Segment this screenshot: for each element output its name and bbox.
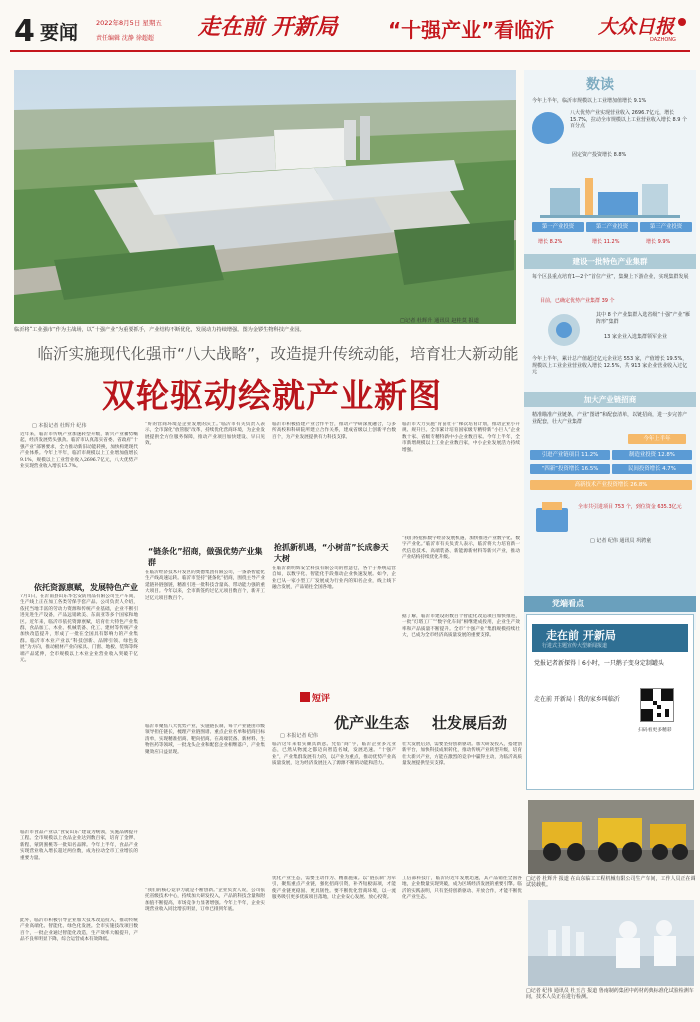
app-highlights-title: 党端看点 xyxy=(552,599,584,608)
sidebar-stat: 每个区县重点培育1—2个“首位产业”，集聚上下游企业，实现集群发展 xyxy=(532,274,689,280)
campaign-banner-sub: 行进式主题宣传大型新闻报道 xyxy=(542,643,608,649)
rate-pill-highlight: 高新技术产业投资增长 26.8% xyxy=(530,480,692,490)
sidebar-stat: 固定资产投资增长 8.8% xyxy=(572,152,627,158)
comment-paragraph: 工信部科技厅，临沂的近年发展迅速，其产品销往全国各地，企业数量实现突破，成为区域经济发展的重要引擎。临沂的实践表明，只有坚持创新驱动、开放合作，才能不断优化产业生态。 xyxy=(402,876,522,901)
factory-illustration xyxy=(540,168,680,218)
article-paragraph: 据了解，临沂市建设的数百个智能化改造项目加快推进，一批“灯塔工厂”“数字化车间”相继建成投用，企业生产效率和产品质量不断提升。全市“十强产业”集群规模持续壮大，已成为全市经济高质量发展的重要支撑。 xyxy=(402,614,520,639)
header-slogan-series: “十强产业”看临沂 xyxy=(388,18,555,42)
short-comment-tag: 短评 xyxy=(312,694,331,704)
rate-pill: 制造业投资 12.8% xyxy=(612,450,692,460)
article-paragraph: 临沂市积极搭建产业合作平台，推动产学研深度融合，与多所高校和科研院所建立合作关系，建成省级以上创新平台数百个，为产业发展提供有力科技支撑。 xyxy=(272,422,396,440)
article-paragraph: 临沂市聚焦八大优势产业，实施链长制，每个产业链由市级领导担任链长，梳理产业链图谱、重点企业名单和招商目标清单，实现精准招商、靶向招商。在高端装备、新材料、生物医药等领域，一批龙头企业和配套企业相继落户，产业集聚效应日益显现。 xyxy=(145,724,265,755)
article-subtitle: “链条化”招商，做强优势产业集群 xyxy=(148,547,263,567)
comment-byline: □ 本报记者 纪伟 xyxy=(280,733,318,739)
article-paragraph: 临沂市食品产业以“食安山东”建设为统领，实施品牌提升工程。全市规模以上食品企业达到数百家，培育了金锣、新程、蒙阴蜜桃等一批知名品牌。今年上半年，食品产业实现营业收入增长超过两位数，成为拉动全市工业增长的重要力量。 xyxy=(20,830,138,861)
article-byline: □ 本报记者 杜辉升 纪伟 xyxy=(32,423,87,429)
sidebar-band-label: 建设一批特色产业集群 xyxy=(572,257,648,266)
qr-code-icon[interactable] xyxy=(640,688,674,722)
article-subtitle: 依托资源禀赋，发展特色产业 xyxy=(34,583,138,592)
invest-value-first: 增长 8.2% xyxy=(538,239,563,245)
sidebar-credit: □ 记者 纪伟 通讯员 巩骋童 xyxy=(590,538,652,544)
sidebar-title: 数读 xyxy=(586,77,614,93)
article-paragraph: 此外，临沂市积极引导企业加大技术改造投入，推动传统产业高端化、智能化、绿色化发展。全市实施技改项目数百个，一批企业通过智能化改造，生产效率大幅提升，产品不良率明显下降，综合运营成本有效降低。 xyxy=(20,918,138,943)
project-illustration xyxy=(532,498,572,534)
sidebar-stat: 其中 8 个产业集群入选省级“十强”产业“雁阵形”集群 xyxy=(596,312,691,325)
invest-value-third: 增长 9.9% xyxy=(646,239,671,245)
period-pill: 今年上半年 xyxy=(628,434,686,444)
sidebar-stat: 八大优势产业实现营业收入 2696.7亿元，增长 15.7%，拉动全市规模以上工业营业收入增长 8.9 个百分点 xyxy=(570,110,688,130)
lab-photo-caption xyxy=(526,988,696,1001)
app-highlights-header xyxy=(524,596,696,612)
comment-paragraph: 临沂这年来着实颇具新意。凭借“商”字，临沂企业多元业态，已然从物流之都迈向智造名城，发展迅速。“十强产业”，产业集群发展有力的，以产业为重点，推动优势产业高质量发展，这为经济发展注入了源源不断的动能和活力。 xyxy=(272,742,396,767)
sidebar-band xyxy=(524,392,696,407)
machinery-photo-credit: □记者 杜辉升 报道 xyxy=(526,876,569,882)
sidebar-stat: 全市共引进项目 753 个，到位资金 635.3亿元 xyxy=(578,504,682,510)
section-name: 要闻 xyxy=(40,22,79,44)
article-subtitle: 抢抓新机遇，“小树苗”长成参天大树 xyxy=(274,543,389,563)
lab-photo xyxy=(528,900,694,986)
sidebar-stat: 目前，已确定优势产业集群 39 个 xyxy=(540,298,615,304)
rate-pill: 引进产业链项目 11.2% xyxy=(530,450,610,460)
invest-pill-first: 第一产业投资 xyxy=(532,222,584,232)
sidebar-stat: 今年上半年，临沂市规模以上工业增加值增长 9.1% xyxy=(532,98,647,104)
cluster-illustration xyxy=(540,310,588,350)
sidebar-stat: 精准瞄准产业链条，产业“图谱”和配套清单，以链招商，进一步完善产业配套，壮大产业集群 xyxy=(532,412,688,425)
article-paragraph: “我们将抢抓数字经济发展机遇，加快推进产业数字化、数字产业化。”临沂市有关负责人表示，临沂将大力培育新一代信息技术、高端装备、新能源新材料等新兴产业，推动产业结构持续优化升级。 xyxy=(402,536,520,561)
lab-photo-desc: 鲁南制药集团中药材药典标准化试验检测车间，技术人员正在进行检测。 xyxy=(526,988,694,1001)
rate-pill: “四新”投资增长 16.5% xyxy=(530,464,610,474)
header-slogan: 走在前 开新局 xyxy=(198,15,338,40)
photo-credit: □记者 杜辉升 通讯员 赵桂莫 报道 xyxy=(400,318,479,324)
invest-pill-second: 第二产业投资 xyxy=(586,222,638,232)
invest-value-second: 增长 11.2% xyxy=(592,239,620,245)
app-link-2[interactable]: 走在前 开新局｜我的家乡叫临沂 xyxy=(534,696,620,703)
article-paragraph: 7月1日，在沂南县山东华宏安防用品有限公司生产车间，生产线上正在加工各类劳保手套产品。公司负责人介绍，依托当地丰富的劳动力资源和传统产业基础，企业不断引进先进生产设备，产品远销欧美、东南亚等多个国家和地区。近年来，临沂市依托资源禀赋，培育壮大特色产业集群，食品加工、木业、机械装备、化工、建材等传统产业加快改造提升，形成了一批在全国具有影响力的产业集群。临沂市木业产业以“科技创新、品牌引领、绿色发展”为方向，推动板材产业向家具、门窗、地板、装饰等终端产品延伸，全市规模以上木业企业营业收入突破千亿元。 xyxy=(20,594,138,664)
machinery-photo-desc: 在山东临工工程机械有限公司生产车间，工作人员正在调试装载机。 xyxy=(526,876,696,889)
sidebar-band xyxy=(524,254,696,269)
sidebar-stat: 今年上半年，累计总产值超过亿元企业达 553 家，产值增长 19.5%，规模以上工业企业营业收入增长 12.5%，共 913 家企业营业收入过亿元 xyxy=(532,356,688,376)
page-number: 4 xyxy=(14,14,35,49)
header-rule xyxy=(10,50,690,52)
lab-photo-credit: □记者 纪伟 通讯员 杜玉吉 报道 xyxy=(526,988,598,994)
campaign-banner[interactable] xyxy=(532,624,688,652)
rate-pill: 民间投资增长 4.7% xyxy=(612,464,692,474)
comment-headline-2: 壮发展后劲 xyxy=(432,714,508,732)
article-paragraph: 临沂市大力实施“育苗壮干”梯次培育计划，推动企业小升规、规升巨。全市累计培育国家级专精特新“小巨人”企业数十家、省级专精特新中小企业数百家。今年上半年，全市新增规模以上工业企业数百家，中小企业发展活力持续增强。 xyxy=(402,422,520,453)
sidebar-stat: 13 家企业入选集群领军企业 xyxy=(604,334,667,340)
page-header xyxy=(0,0,700,66)
article-paragraph: 在临沂新明辉安全科技有限公司的智慧仓，各个子系统运营自如，以数字化、智能化手段推动企业快速发展。如今，企业已从一家小型工厂发展成为行业内的知名企业，线上线下融合发展，产品销往全国各地。 xyxy=(272,566,396,591)
machinery-photo-caption xyxy=(526,876,696,889)
aerial-photo xyxy=(14,70,516,324)
comment-paragraph: 壮大发展后劲，需要坚持创新驱动。加大研发投入，搭建创新平台，加快科技成果转化，推动传统产业转型升级，培育壮大新兴产业，方能在激烈的竞争中赢得主动，为临沂高质量发展提供坚实支撑。 xyxy=(402,742,522,767)
article-headline: 双轮驱动绘就产业新图 xyxy=(102,376,442,415)
app-link-1[interactable]: 党报记者新探得｜6小时，一只鹅子变身定制罐头 xyxy=(534,660,664,667)
qr-hint: 扫码看更多精彩 xyxy=(638,728,672,733)
invest-pill-third: 第三产业投资 xyxy=(640,222,692,232)
comment-marker-icon xyxy=(300,692,310,702)
newspaper-logo: 大众日报 xyxy=(598,16,675,38)
campaign-banner-title: 走在前 开新局 xyxy=(546,629,616,642)
article-paragraph: “我们的核心竞争力就是不断创新。”企业负责人说，公司依托省级技术中心，持续加大研发投入，产品的科技含量和附加值不断提高，市场竞争力显著增强。今年上半年，企业实现营业收入同比增长明显，订单已排到年底。 xyxy=(145,888,265,913)
newspaper-logo-en: DAZHONG xyxy=(650,37,676,43)
article-paragraph: “好的营商环境是企业发展的沃土。”临沂市有关负责人表示，全市深化“放管服”改革，持续优化营商环境，为企业发展提供全方位服务保障，推动产业项目加快建设、早日见效。 xyxy=(145,422,265,447)
comment-headline-1: 优产业生态 xyxy=(334,714,410,732)
logo-emblem-icon xyxy=(678,18,686,26)
machinery-photo xyxy=(528,800,694,874)
article-subheadline: 临沂实施现代化强市“八大战略”，改造提升传统动能，培育壮大新动能 xyxy=(37,345,519,363)
comment-paragraph: 优化产业生态，需要主动作为、精准施策。以“链长制”为牵引，聚焦重点产业链，强化招商引资，补齐短板弱项，才能使产业链更稳固、更具韧性。要不断优化营商环境，以一流服务吸引更多优质项目落地，让企业安心发展、放心投资。 xyxy=(272,876,396,901)
article-paragraph: 近年来，临沂市传统产业加速转型升级，新兴产业蓄势崛起，经济发展势头强劲。临沂市认真落实省委、省政府“十强产业”部署要求，全力推动新旧动能转换，加快构建现代产业体系。今年上半年，临沂市规模以上工业增加值增长9.1%，规模以上工业营业收入2696.7亿元，八大优势产业实现营业收入增长15.7%。 xyxy=(20,432,138,470)
chart-circle-icon xyxy=(532,112,564,144)
issue-date: 2022年8月5日 星期五 xyxy=(96,19,162,27)
article-paragraph: 在临沂经济技术开发区的奥德集团有限公司，一条条智能化生产线高速运转。临沂市坚持“链条化”招商，围绕主导产业延链补链强链，精准引进一批科技含量高、带动能力强的重大项目。今年以来，全市新签约过亿元项目数百个，新开工过亿元项目数百个。 xyxy=(145,570,265,601)
editor-credit: 责任编辑 沈静 徐超超 xyxy=(96,35,154,42)
sidebar-band-label: 加大产业链招商 xyxy=(583,395,637,404)
photo-caption: 临沂将“工业强市”作为主战场，以“十强产业”为重要抓手，产业结构不断优化，发展动力持续增强。图为金锣生物科技产业园。 xyxy=(14,327,305,333)
